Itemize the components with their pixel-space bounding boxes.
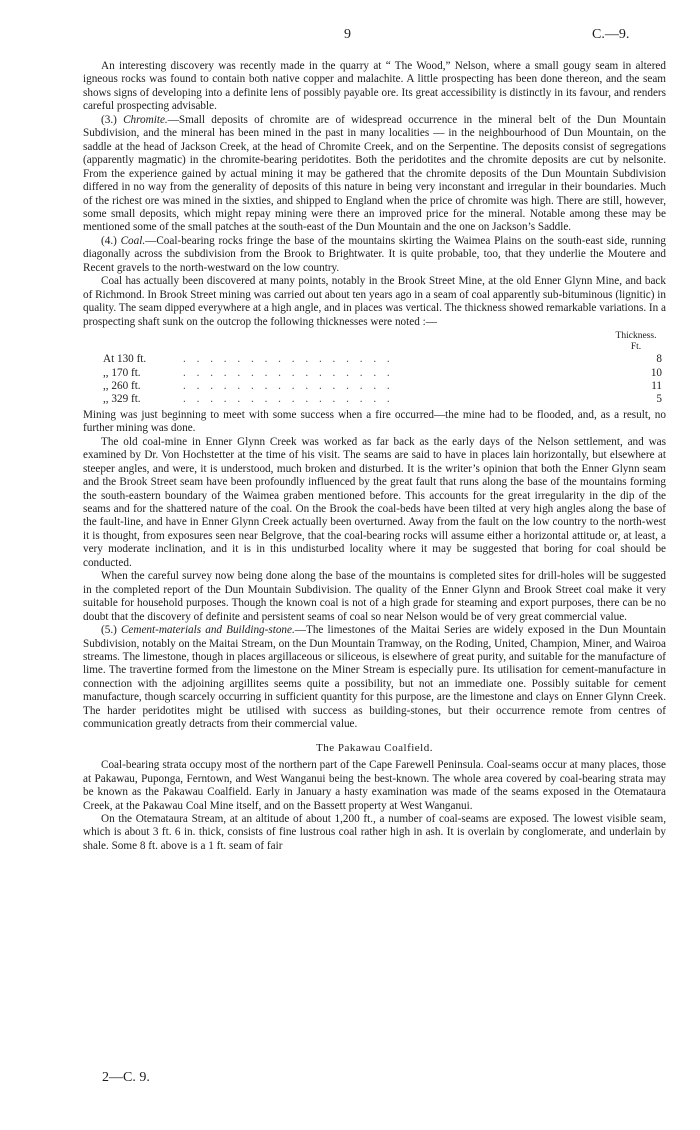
page-reference: C.—9.: [592, 27, 630, 42]
thickness-cell: 8: [656, 353, 662, 366]
paragraph-coal-discovered: Coal has actually been discovered at many points, notably in the Brook Street Mine, at the old Enner Glynn Mine, and back of Richmond. In Brook Street mining was carried out about ten years ago in a seam of coal apparently sub-bituminous (lignitic) in quality. The seam dipped everywhere at a high angle, and in places was vertical. The thickness showed remarkable variations. In a prospecting shaft sunk on the outcrop the following thicknesses were noted :—: [83, 275, 666, 328]
section-number: (5.): [101, 624, 121, 637]
thickness-header-unit: Ft.: [630, 342, 642, 353]
table-row: [83, 393, 666, 406]
page-number: 9: [344, 27, 351, 42]
depth-cell: ,, 170 ft.: [103, 366, 141, 379]
paragraph-cement: [83, 624, 666, 732]
thickness-cell: 5: [656, 393, 662, 406]
coal-text: —Coal-bearing rocks fringe the base of the mountains skirting the Waimea Plains on the south-east side, running diagonally across the subdivision from the Brook to Brightwater. It is quite probable, too, that they underlie the Moutere and Recent gravels to the north-westward on the low country.: [83, 234, 666, 274]
dot-leaders: . . . . . . . . . . . . . . . .: [183, 393, 394, 406]
dot-leaders: . . . . . . . . . . . . . . . .: [183, 379, 394, 392]
chromite-text: —Small deposits of chromite are of widespread occurrence in the mineral belt of the Dun Mountain Subdivision, and the mineral has been mined in the past in many localities — in the neighbourhood of Dun Mountain, on the saddle at the head of Jackson Creek, at the head of Chromite Creek, and on the Serpentine. The deposits consist of segregations (apparently magmatic) in the chromite-bearing peridotites. Both the peridotites and the chromite deposits are cut by nelsonite. From the experience gained by actual mining it may be gathered that the chromite deposits of the Dun Mountain Subdivision differed in no way from the generality of deposits of this nature in being very inconstant and irregular in their boundaries. Much of the richest ore was mined in the sixties, and shipped to England when the price of chromite was high. There are still, however, some small deposits, which might repay mining were there an improved price for the mineral. Notable among these may be mentioned some of the small patches at the south-east of the Dun Mountain and the one on Jackson’s Saddle.: [83, 113, 666, 234]
table-row: [83, 367, 666, 380]
paragraph-mining-fire: Mining was just beginning to meet with some success when a fire occurred—the mine had to be flooded, and, as a result, no further mining was done.: [83, 408, 666, 435]
section-number: (4.): [101, 234, 121, 247]
thickness-cell: 11: [651, 379, 662, 392]
section-number: (3.): [101, 113, 124, 126]
section-title-cement: Cement-materials and Building-stone.: [120, 624, 295, 637]
paragraph-enner-glynn: The old coal-mine in Enner Glynn Creek was worked as far back as the early days of the Nelson settlement, and was examined by Dr. Von Hochstetter at the time of his visit. The seams are said to have in places lain horizontally, but elsewhere at steeper angles, and were, it is understood, much broken and disturbed. It is the writer’s opinion that both the Enner Glynn seam and the Brook Street seam have been profoundly influenced by the great fault that runs along the base of the mountains forming the south-eastern boundary of the Waimea graben mentioned before. This accounts for the great irregularity in the dip of the seams and for the shattered nature of the coal. On the Brook the coal-beds have been tilted at very high angles along the base of the fault-line, and have in Enner Glynn Creek actually been overturned. Away from the fault on the low country to the north-west it is thought, from exposures seen near Belgrove, that the coal-bearing rocks will assume either a horizontal attitude or, at least, a very moderate inclination, and it is in this undisturbed locality where it may be suggested that boring for coal should be conducted.: [83, 435, 666, 569]
table-row: [83, 353, 666, 366]
page-header: [0, 28, 700, 48]
paragraph-survey: When the careful survey now being done along the base of the mountains is completed sites for drill-holes will be suggested in the completed report of the Dun Mountain Subdivision. The quality of the Enner Glynn and Brook Street coal make it very suitable for household purposes. Though the known coal is not of a high grade for steaming and export purposes, there can be no doubt that the discovery of definite and persistent seams of coal so near Nelson would be of very great commercial value.: [83, 570, 666, 623]
paragraph-chromite: [83, 114, 666, 235]
depth-cell: ,, 260 ft.: [103, 379, 141, 392]
table-row: [83, 380, 666, 393]
paragraph-pakawau-strata: Coal-bearing strata occupy most of the northern part of the Cape Farewell Peninsula. Coal-seams occur at many places, those at Pakawau, Puponga, Ferntown, and West Wanganui being the best-known. The whole area covered by coal-bearing strata may be known as the Pakawau Coalfield. Early in January a hasty examination was made of the seams exposed in the Otemataura Creek, at the Pakawau Coal Mine itself, and on the Bassett property at West Wanganui.: [83, 759, 666, 812]
thickness-cell: 10: [650, 366, 662, 379]
depth-cell: ,, 329 ft.: [103, 393, 141, 406]
dot-leaders: . . . . . . . . . . . . . . . .: [183, 366, 394, 379]
section-title-chromite: Chromite.: [123, 113, 168, 126]
paragraph-coal: [83, 235, 666, 275]
depth-cell: At 130 ft.: [103, 353, 147, 366]
thickness-table-header: [83, 331, 666, 353]
section-heading-pakawau: The Pakawau Coalfield.: [316, 741, 433, 754]
document-body: [83, 60, 666, 853]
page-signature: 2—C. 9.: [102, 1070, 150, 1085]
cement-text: —The limestones of the Maitai Series are widely exposed in the Dun Mountain Subdivision, notably on the Maitai Stream, on the Dun Mountain Tramway, on the Roding, United, Champion, Miner, and Wairoa streams. The limestone, though in places argillaceous or siliceous, is elsewhere of great purity, and suitable for the manufacture of lime. The travertine formed from the limestone on the Miner Stream is especially pure. Its utilisation for cement-manufacture in connection with the adjoining argillites seems quite a possibility, but not an immediate one. Possibly suitable for cement manufacture, though scarcely occurring in sufficient quantity for this purpose, are the limestone and clays on Enner Glynn Creek. The harder peridotites might be utilised with success as building-stones, but their occurrence remote from centres of communication greatly detracts from their commercial value.: [83, 624, 666, 731]
section-title-coal: Coal.: [120, 234, 146, 247]
thickness-table: [83, 331, 666, 407]
paragraph-otemataura: On the Otemataura Stream, at an altitude of about 1,200 ft., a number of coal-seams are exposed. The lowest visible seam, which is about 3 ft. 6 in. thick, consists of fine lustrous coal rather high in ash. It is overlain by conglomerate, and underlain by shale. Some 8 ft. above is a 1 ft. seam of fair: [83, 812, 666, 852]
thickness-header-label: Thickness.: [615, 331, 657, 342]
dot-leaders: . . . . . . . . . . . . . . . .: [183, 353, 394, 366]
paragraph-copper-discovery: An interesting discovery was recently made in the quarry at “ The Wood,” Nelson, where a small gougy seam in altered igneous rocks was found to contain both native copper and malachite. A little prospecting has been done thereon, and the seam shows signs of developing into a definite lens of possibly payable ore. Its great accessibility is distinctly in its favour, and renders careful prospecting advisable.: [83, 60, 666, 113]
